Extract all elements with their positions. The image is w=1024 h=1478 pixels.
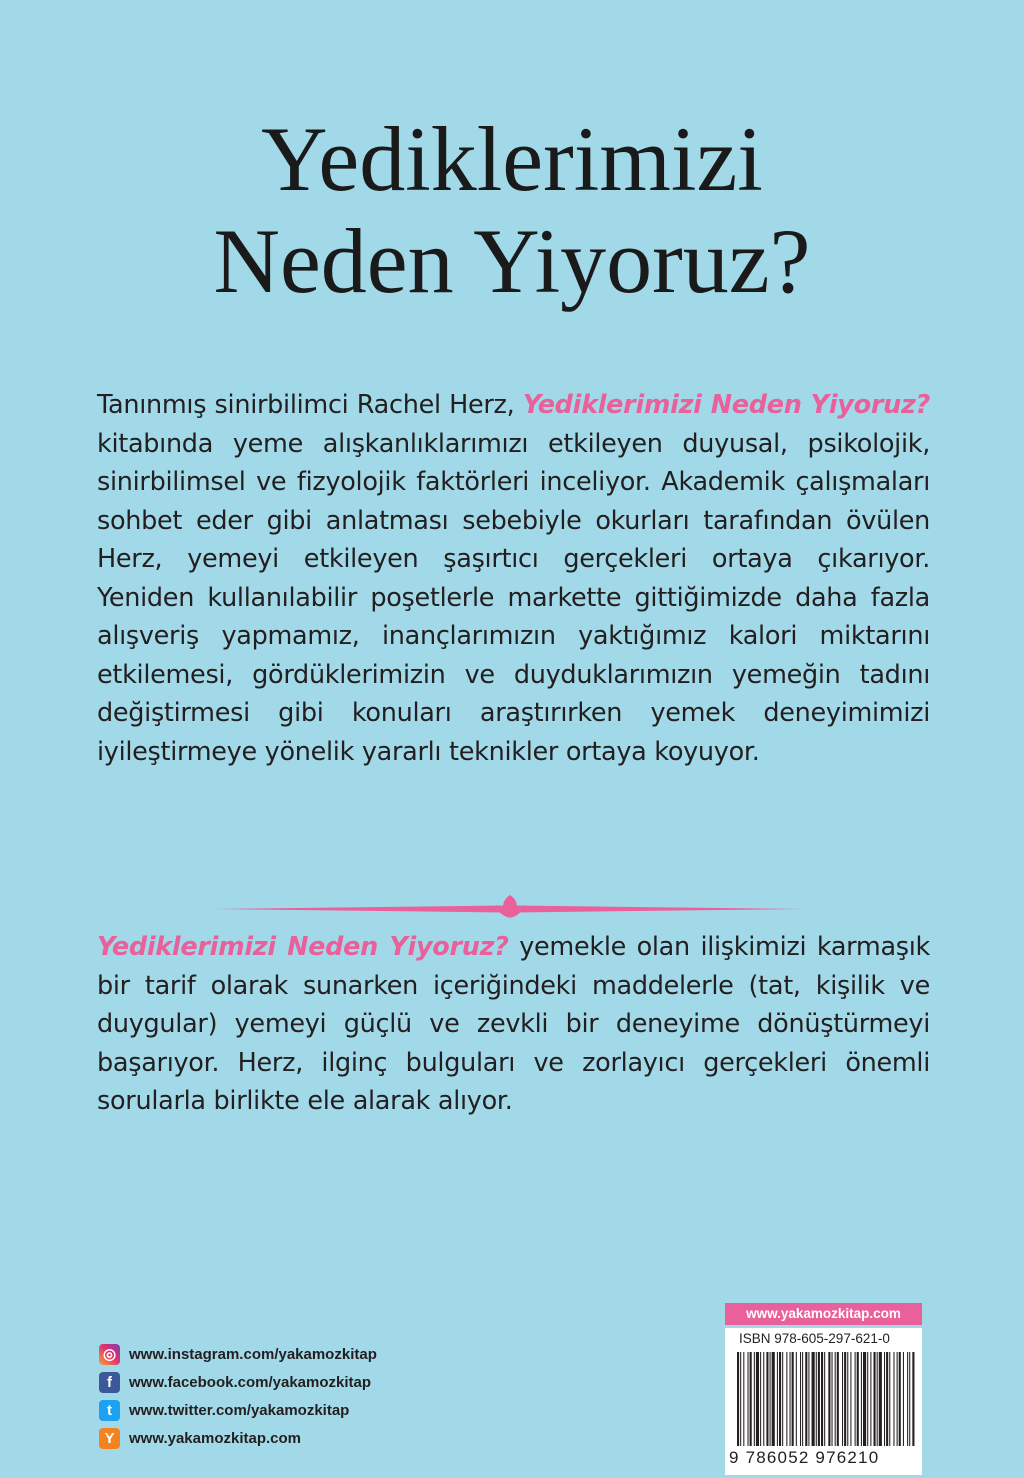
barcode-bar: [909, 1352, 910, 1446]
barcode-bar: [796, 1352, 797, 1446]
barcode-bar: [863, 1352, 866, 1446]
barcode-bar: [907, 1352, 908, 1446]
barcode-bar: [867, 1352, 868, 1446]
barcode-bar: [857, 1352, 859, 1446]
paragraph-1-book-title: Yediklerimizi Neden Yiyoruz?: [522, 390, 930, 420]
twitter-icon: t: [99, 1400, 120, 1421]
description-paragraph-2: [97, 928, 930, 1121]
barcode-bar: [770, 1352, 771, 1446]
facebook-icon: f: [99, 1372, 120, 1393]
barcode: [731, 1352, 917, 1452]
barcode-bar: [886, 1352, 888, 1446]
barcode-bar: [816, 1352, 817, 1446]
divider-ornament: [215, 893, 805, 925]
barcode-bar: [786, 1352, 787, 1446]
barcode-bar: [760, 1352, 761, 1446]
social-row-twitter[interactable]: [99, 1396, 377, 1424]
barcode-bar: [812, 1352, 815, 1446]
barcode-bar: [828, 1352, 830, 1446]
barcode-bar: [847, 1352, 848, 1446]
barcode-bar: [903, 1352, 904, 1446]
book-title: [0, 108, 1024, 312]
publisher-url-badge: www.yakamozkitap.com: [725, 1303, 922, 1325]
barcode-bar: [743, 1352, 744, 1446]
barcode-bar: [750, 1352, 752, 1446]
barcode-bar: [874, 1352, 876, 1446]
paragraph-1-text: kitabında yeme alışkanlıklarımızı etkileyen duyusal, psikolojik, sinirbilimsel ve fizyolojik faktörleri inceliyor. Akademik çalışmaları sohbet eder gibi anlatması sebebiyle okurları tarafından övülen Herz, yemeyi etkileyen şaşırtıcı gerçekleri ortaya çıkarıyor. Yeniden kullanılabilir poşetlerle markette gittiğimizde daha fazla alışveriş yapmamız, inançlarımızın yaktığımız kalori miktarını etkilemesi, gördüklerimizin ve duyduklarımızın yemeğin tadını değiştirmesi gibi konuları araştırırken yemek deneyimimizi iyileştirmeye yönelik yararlı teknikler ortaya koyuyor.: [97, 428, 930, 767]
barcode-bar: [748, 1352, 749, 1446]
isbn-block: [725, 1303, 922, 1475]
instagram-icon: ◎: [99, 1344, 120, 1365]
barcode-bar: [837, 1352, 839, 1446]
barcode-bar: [737, 1352, 739, 1446]
barcode-bar: [800, 1352, 801, 1446]
instagram-link[interactable]: www.instagram.com/yakamozkitap: [129, 1345, 377, 1363]
barcode-bar: [779, 1352, 781, 1446]
barcode-bar: [763, 1352, 764, 1446]
paragraph-2-text: yemekle olan ilişkimizi karmaşık bir tarif olarak sunarken içeriğindeki maddelerle (tat, kişilik ve duygular) yemeyi güçlü ve zevkli bir deneyime dönüştürmeyi başarıyor. Herz, ilginç bulguları ve zorlayıcı gerçekleri önemli sorularla birlikte ele alarak alıyor.: [97, 932, 931, 1116]
paragraph-1-lead: Tanınmış sinirbilimci Rachel Herz,: [97, 390, 523, 420]
barcode-bar: [899, 1352, 901, 1446]
title-line-2: Neden Yiyoruz?: [213, 210, 811, 312]
barcode-bar: [754, 1352, 755, 1446]
barcode-bar: [893, 1352, 894, 1446]
barcode-bar: [877, 1352, 878, 1446]
barcode-bar: [884, 1352, 885, 1446]
description-paragraph-1: [97, 386, 930, 771]
barcode-digits: 9 786052 976210: [729, 1448, 880, 1467]
barcode-bar: [802, 1352, 803, 1446]
barcode-bar: [870, 1352, 871, 1446]
social-row-facebook[interactable]: [99, 1368, 377, 1396]
barcode-bar: [832, 1352, 833, 1446]
social-row-instagram[interactable]: [99, 1340, 377, 1368]
barcode-bar: [790, 1352, 791, 1446]
barcode-bar: [740, 1352, 741, 1446]
barcode-bar: [777, 1352, 778, 1446]
barcode-bar: [756, 1352, 759, 1446]
barcode-bar: [861, 1352, 862, 1446]
title-line-1: Yediklerimizi: [261, 108, 763, 210]
social-links: [99, 1340, 377, 1452]
barcode-bar: [889, 1352, 890, 1446]
barcode-bar: [835, 1352, 836, 1446]
barcode-bar: [772, 1352, 775, 1446]
twitter-link[interactable]: www.twitter.com/yakamozkitap: [129, 1401, 350, 1419]
isbn-number: ISBN 978-605-297-621-0: [739, 1331, 890, 1346]
paragraph-2-book-title: Yediklerimizi Neden Yiyoruz?: [97, 932, 509, 962]
social-row-website[interactable]: [99, 1424, 377, 1452]
barcode-bar: [842, 1352, 843, 1446]
barcode-bar: [808, 1352, 809, 1446]
barcode-bar: [821, 1352, 823, 1446]
barcode-bar: [792, 1352, 794, 1446]
barcode-bar: [850, 1352, 851, 1446]
facebook-link[interactable]: www.facebook.com/yakamozkitap: [129, 1373, 372, 1391]
barcode-bar: [844, 1352, 846, 1446]
barcode-bar: [766, 1352, 768, 1446]
barcode-bar: [879, 1352, 882, 1446]
barcode-bar: [782, 1352, 783, 1446]
barcode-bar: [855, 1352, 856, 1446]
barcode-bar: [818, 1352, 820, 1446]
barcode-panel: [725, 1328, 922, 1475]
yakamoz-icon: Y: [99, 1428, 120, 1449]
barcode-bar: [897, 1352, 898, 1446]
barcode-bar: [824, 1352, 825, 1446]
barcode-bar: [912, 1352, 914, 1446]
barcode-bar: [805, 1352, 807, 1446]
website-link[interactable]: www.yakamozkitap.com: [129, 1429, 302, 1447]
